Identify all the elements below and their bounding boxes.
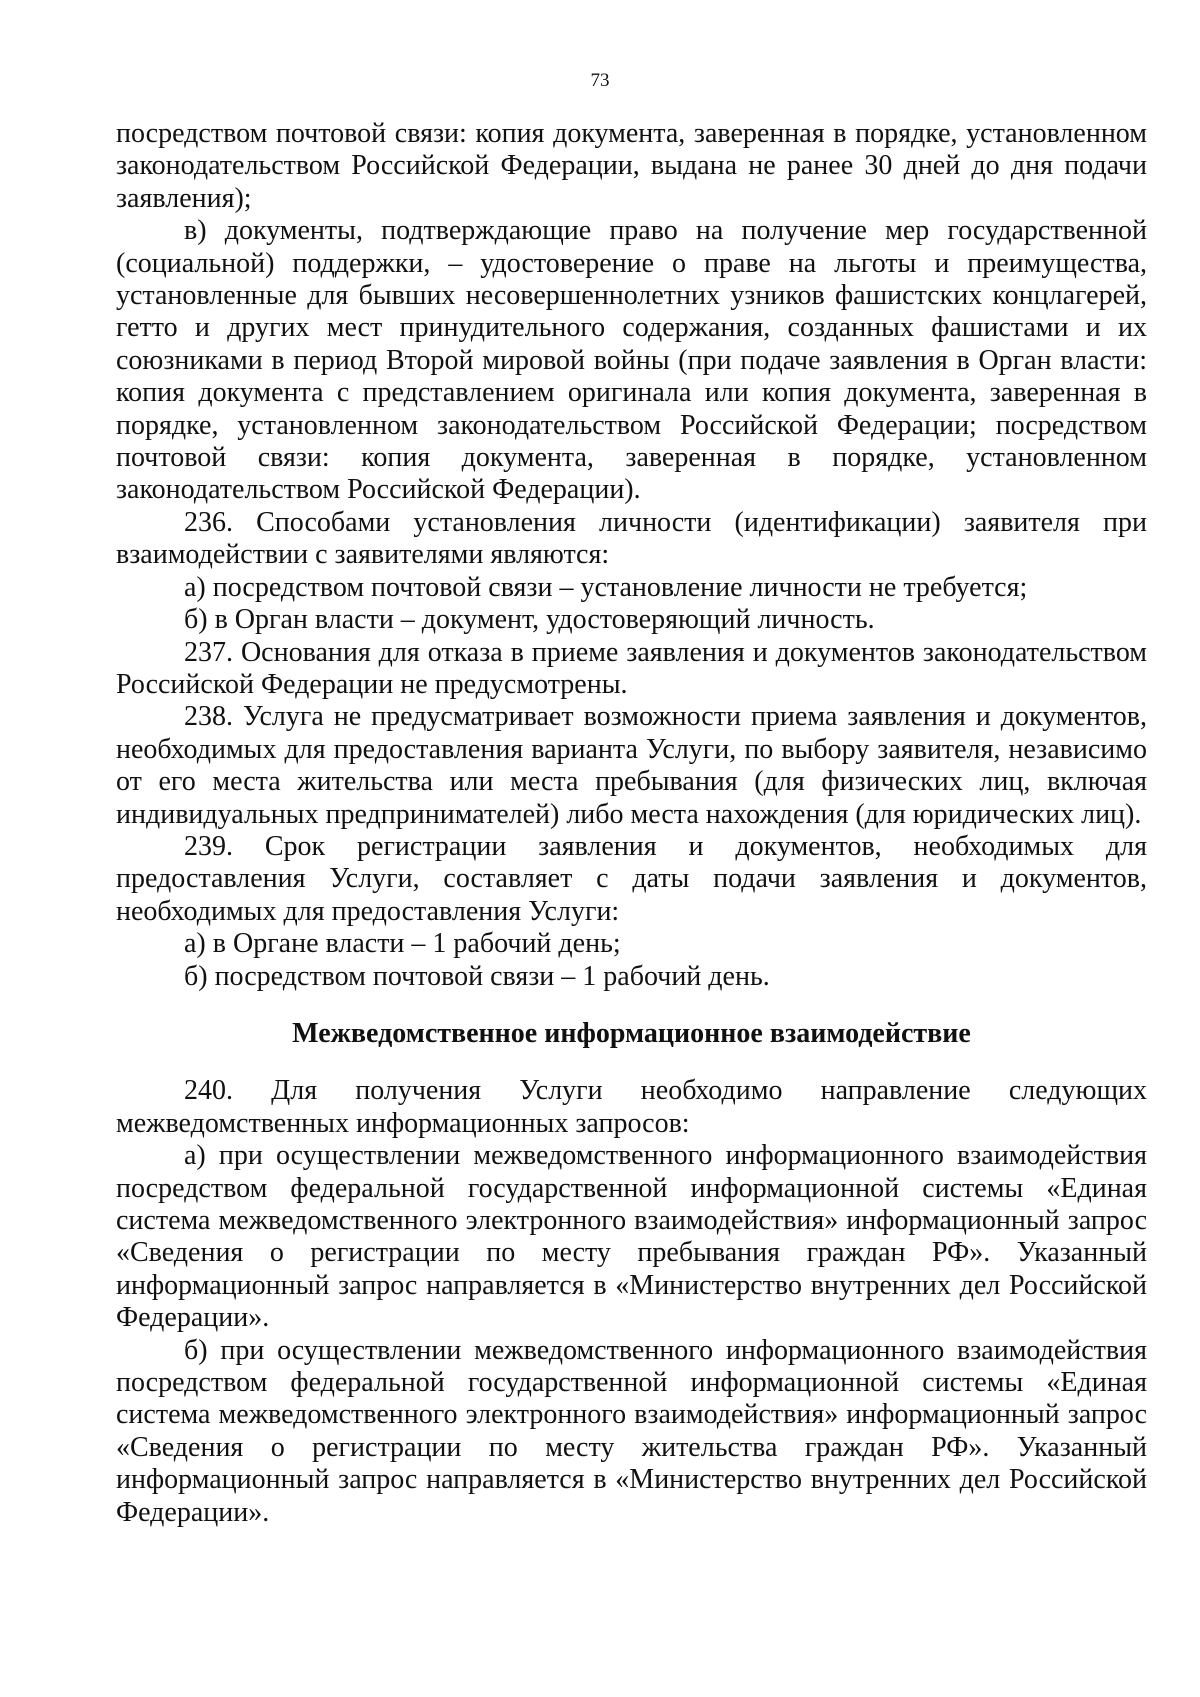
paragraph-239-a: а) в Органе власти – 1 рабочий день; — [184, 928, 621, 960]
paragraph-239-b: б) посредством почтовой связи – 1 рабочий день. — [184, 960, 770, 992]
paragraph-240: 240. Для получения Услуги необходимо направление следующих межведомственных информационных запросов: — [116, 1075, 1147, 1139]
paragraph-236: 236. Способами установления личности (идентификации) заявителя при взаимодействии с заявителями являются: — [116, 506, 1147, 571]
paragraph-240-b: б) при осуществлении межведомственного информационного взаимодействия посредством федеральной государственной информационной системы «Единая система межведомственного электронного взаимодействия» информационный запрос «Сведения о регистрации по месту жительства граждан РФ». Указанный информационный запрос направляется в «Министерство внутренних дел Российской Федерации». — [116, 1334, 1147, 1528]
paragraph-item-v: в) документы, подтверждающие право на получение мер государственной (социальной) поддержки, – удостоверение о праве на льготы и преимущества, установленные для бывших несовершеннолетних узников фашистских концлагерей, гетто и других мест принудительного содержания, созданных фашистами и их союзниками в период Второй мировой войны (при подаче заявления в Орган власти: копия документа с представлением оригинала или копия документа, заверенная в порядке, установленном законодательством Российской Федерации; посредством почтовой связи: копия документа, заверенная в порядке, установленном законодательством Российской Федерации). — [116, 215, 1147, 506]
paragraph-236-a: а) посредством почтовой связи – установление личности не требуется; — [184, 571, 1028, 603]
section-heading: Межведомственное информационное взаимодействие — [292, 1017, 971, 1049]
page-number: 73 — [590, 70, 610, 91]
paragraph-continuation: посредством почтовой связи: копия документа, заверенная в порядке, установленном законодательством Российской Федерации, выдана не ранее 30 дней до дня подачи заявления); — [116, 118, 1147, 214]
paragraph-239: 239. Срок регистрации заявления и документов, необходимых для предоставления Услуги, составляет с даты подачи заявления и документов, необходимых для предоставления Услуги: — [116, 830, 1147, 927]
paragraph-240-a: а) при осуществлении межведомственного информационного взаимодействия посредством федеральной государственной информационной системы «Единая система межведомственного электронного взаимодействия» информационный запрос «Сведения о регистрации по месту пребывания граждан РФ». Указанный информационный запрос направляется в «Министерство внутренних дел Российской Федерации». — [116, 1140, 1147, 1334]
paragraph-238: 238. Услуга не предусматривает возможности приема заявления и документов, необходимых для предоставления варианта Услуги, по выбору заявителя, независимо от его места жительства или места пребывания (для физических лиц, включая индивидуальных предпринимателей) либо места нахождения (для юридических лиц). — [116, 701, 1147, 830]
paragraph-236-b: б) в Орган власти – документ, удостоверяющий личность. — [184, 604, 875, 636]
document-body — [116, 118, 1147, 1529]
paragraph-237: 237. Основания для отказа в приеме заявления и документов законодательством Российской Федерации не предусмотрены. — [116, 636, 1147, 700]
